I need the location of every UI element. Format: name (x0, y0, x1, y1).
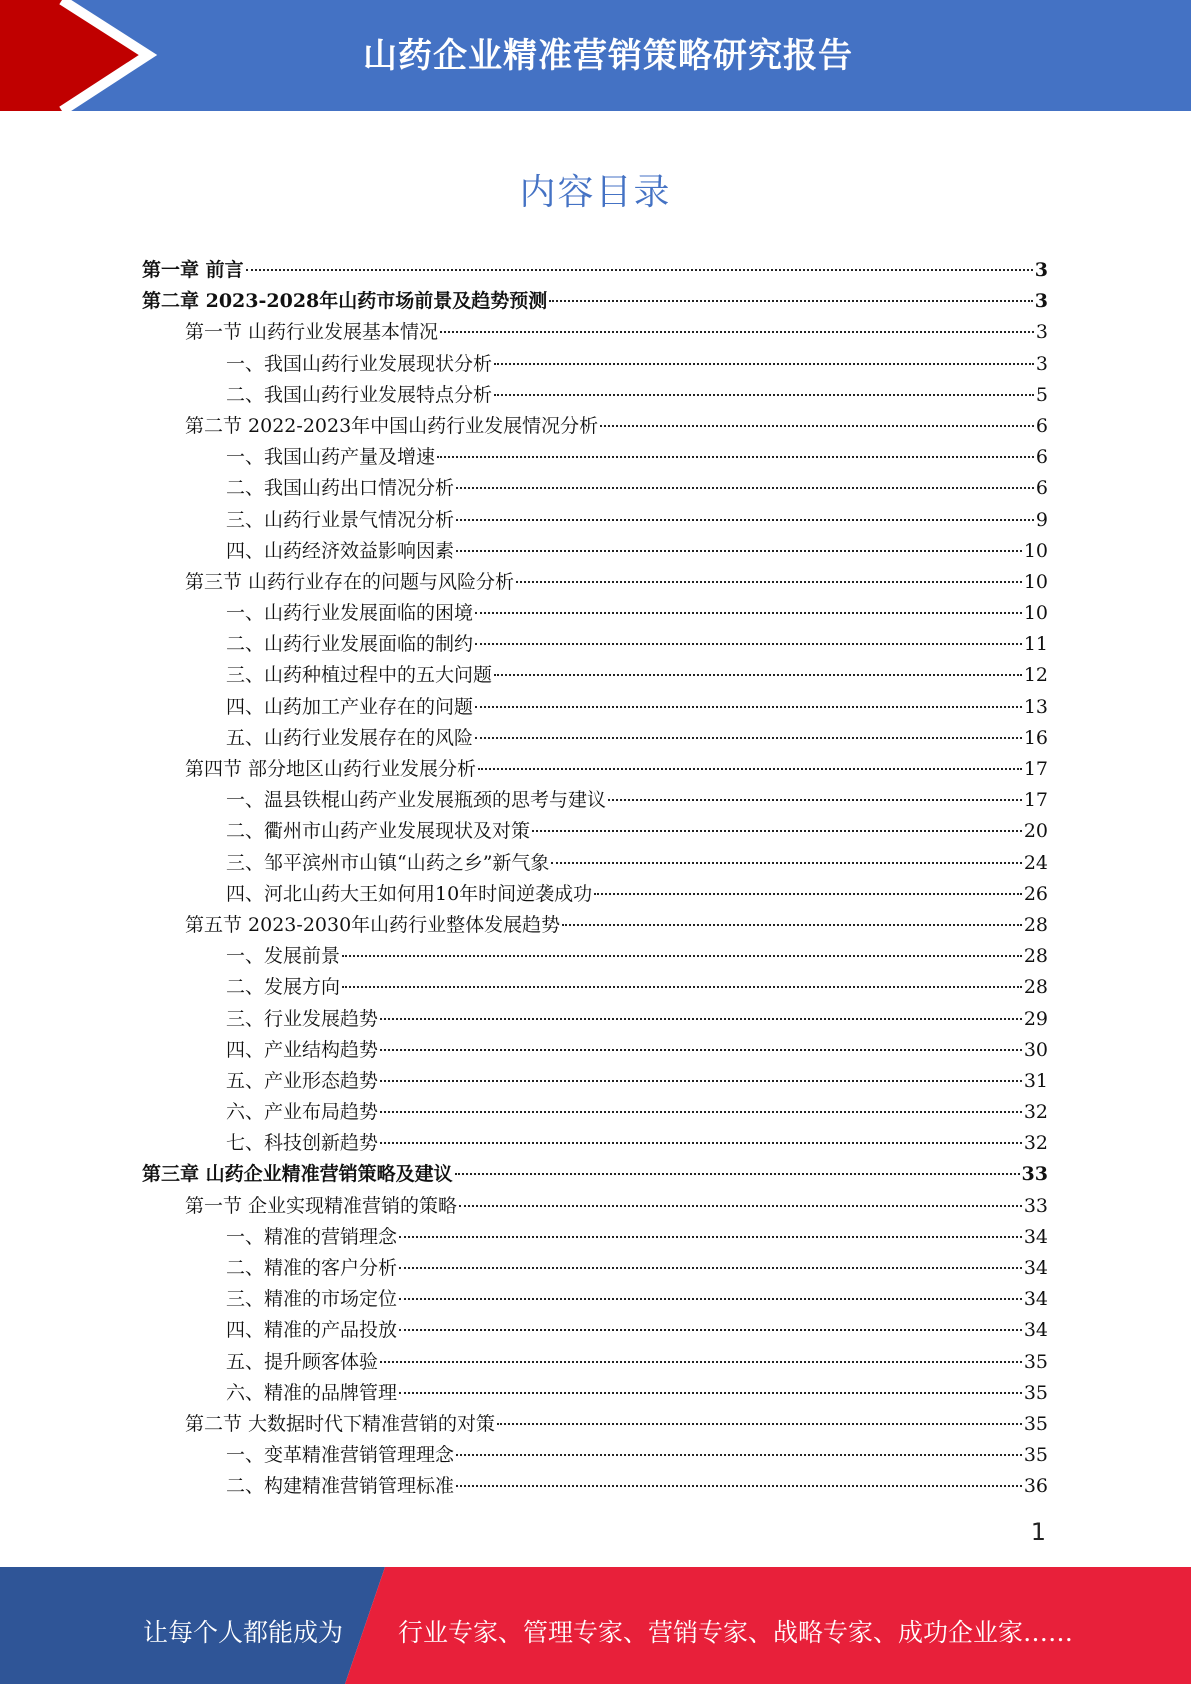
footer-slogan-left: 让每个人都能成为 (143, 1618, 344, 1647)
toc-dot-leader (380, 1142, 1022, 1144)
toc-entry-page: 32 (1023, 1101, 1048, 1124)
toc-entry-page: 3 (1035, 321, 1048, 344)
toc-entry-page: 30 (1023, 1038, 1048, 1061)
toc-dot-leader (494, 674, 1022, 676)
toc-dot-leader (246, 269, 1033, 271)
toc-entry-label: 第三章 山药企业精准营销策略及建议 (142, 1163, 453, 1186)
toc-entry[interactable] (142, 286, 1048, 317)
toc-entry-page: 24 (1023, 851, 1048, 874)
toc-entry-page: 28 (1023, 913, 1048, 936)
toc-entry[interactable] (142, 785, 1048, 816)
toc-entry-label: 四、精准的产品投放 (226, 1319, 398, 1342)
toc-entry-label: 第一节 企业实现精准营销的策略 (185, 1194, 458, 1217)
toc-dot-leader (549, 300, 1033, 302)
toc-entry[interactable] (142, 910, 1048, 941)
toc-entry-label: 六、精准的品牌管理 (226, 1381, 398, 1404)
toc-dot-leader (497, 1423, 1022, 1425)
toc-dot-leader (440, 331, 1034, 333)
toc-entry-label: 一、发展前景 (226, 945, 341, 968)
toc-entry-label: 二、构建精准营销管理标准 (226, 1475, 455, 1498)
toc-entry-label: 第二章 2023-2028年山药市场前景及趋势预测 (142, 290, 548, 313)
toc-entry-label: 一、山药行业发展面临的困境 (226, 602, 474, 625)
toc-entry-page: 17 (1023, 789, 1048, 812)
toc-dot-leader (456, 550, 1022, 552)
toc-dot-leader (551, 862, 1021, 864)
toc-entry-page: 31 (1023, 1069, 1048, 1092)
toc-entry-page: 35 (1023, 1444, 1048, 1467)
toc-entry-page: 16 (1023, 726, 1048, 749)
toc-entry[interactable] (142, 848, 1048, 879)
toc-entry[interactable] (142, 317, 1048, 348)
toc-entry[interactable] (142, 1315, 1048, 1346)
toc-dot-leader (380, 1018, 1022, 1020)
toc-entry-label: 一、温县铁棍山药产业发展瓶颈的思考与建议 (226, 789, 607, 812)
toc-dot-leader (380, 1361, 1022, 1363)
toc-heading: 内容目录 (519, 172, 672, 213)
toc-dot-leader (475, 643, 1022, 645)
toc-entry-page: 28 (1023, 976, 1048, 999)
toc-entry-page: 17 (1023, 758, 1048, 780)
toc-entry-label: 四、产业结构趋势 (226, 1038, 379, 1061)
toc-entry-page: 28 (1023, 945, 1048, 968)
toc-entry[interactable] (142, 941, 1048, 972)
toc-entry-label: 二、衢州市山药产业发展现状及对策 (226, 820, 531, 843)
toc-entry-page: 35 (1023, 1381, 1048, 1404)
toc-entry[interactable] (142, 1378, 1048, 1409)
toc-entry[interactable] (142, 1128, 1048, 1159)
toc-entry-label: 一、我国山药行业发展现状分析 (226, 352, 493, 375)
toc-entry-label: 第四节 部分地区山药行业发展分析 (185, 758, 477, 780)
toc-entry-page: 34 (1023, 1225, 1048, 1248)
toc-entry-label: 三、行业发展趋势 (226, 1007, 379, 1030)
toc-dot-leader (459, 1205, 1022, 1207)
toc-entry-page: 34 (1023, 1319, 1048, 1342)
toc-entry-label: 三、山药行业景气情况分析 (226, 508, 455, 531)
toc-entry[interactable] (142, 1440, 1048, 1471)
toc-entry-page: 12 (1023, 664, 1048, 687)
toc-entry-label: 五、山药行业发展存在的风险 (226, 726, 474, 749)
footer-banner (0, 1567, 1191, 1684)
toc-entry-page: 6 (1035, 446, 1048, 469)
toc-dot-leader (437, 456, 1034, 458)
report-title: 山药企业精准营销策略研究报告 (363, 36, 853, 76)
toc-entry-page: 29 (1023, 1007, 1048, 1030)
toc-dot-leader (475, 737, 1022, 739)
toc-entry-label: 六、产业布局趋势 (226, 1101, 379, 1124)
toc-entry-page: 6 (1035, 414, 1048, 437)
toc-dot-leader (380, 1080, 1022, 1082)
toc-entry[interactable] (142, 1004, 1048, 1035)
toc-dot-leader (456, 519, 1034, 521)
toc-dot-leader (478, 768, 1022, 770)
toc-entry-page: 9 (1035, 508, 1048, 531)
toc-entry-page: 10 (1023, 602, 1048, 625)
toc-entry-page: 20 (1023, 820, 1048, 843)
toc-entry-label: 四、山药经济效益影响因素 (226, 539, 455, 562)
toc-entry[interactable] (142, 1471, 1048, 1502)
toc-entry-label: 第五节 2023-2030年山药行业整体发展趋势 (185, 913, 561, 936)
toc-entry-label: 四、河北山药大王如何用10年时间逆袭成功 (226, 882, 593, 905)
toc-entry[interactable] (142, 1347, 1048, 1378)
toc-entry-label: 三、山药种植过程中的五大问题 (226, 664, 493, 687)
toc-entry[interactable] (142, 660, 1048, 691)
toc-entry[interactable] (142, 692, 1048, 723)
toc-entry[interactable] (142, 1253, 1048, 1284)
toc-entry[interactable] (142, 879, 1048, 910)
toc-entry-label: 一、精准的营销理念 (226, 1225, 398, 1248)
toc-entry-page: 35 (1023, 1412, 1048, 1435)
toc-entry-label: 第三节 山药行业存在的问题与风险分析 (185, 570, 515, 593)
toc-entry[interactable] (142, 567, 1048, 598)
toc-dot-leader (475, 612, 1022, 614)
toc-entry-label: 七、科技创新趋势 (226, 1132, 379, 1155)
toc-entry-page: 26 (1023, 882, 1048, 905)
toc-entry-page: 33 (1021, 1163, 1048, 1186)
toc-entry-label: 四、山药加工产业存在的问题 (226, 695, 474, 718)
toc-dot-leader (399, 1392, 1022, 1394)
toc-dot-leader (399, 1236, 1022, 1238)
toc-dot-leader (456, 1454, 1022, 1456)
toc-entry[interactable] (142, 754, 1048, 785)
toc-entry[interactable] (142, 1222, 1048, 1253)
toc-entry-label: 三、精准的市场定位 (226, 1288, 398, 1311)
toc-entry-page: 35 (1023, 1350, 1048, 1373)
toc-entry-label: 一、我国山药产量及增速 (226, 446, 436, 469)
toc-entry-page: 34 (1023, 1257, 1048, 1279)
toc-entry-page: 3 (1035, 352, 1048, 375)
table-of-contents (142, 255, 1048, 1503)
toc-entry-page: 10 (1023, 570, 1048, 593)
toc-dot-leader (455, 1173, 1020, 1175)
page-number: 1 (1030, 1518, 1046, 1546)
toc-entry[interactable] (142, 1035, 1048, 1066)
toc-entry-label: 三、邹平滨州市山镇“山药之乡”新气象 (226, 851, 550, 874)
toc-entry-label: 一、变革精准营销管理理念 (226, 1444, 455, 1467)
toc-entry-label: 五、提升顾客体验 (226, 1350, 379, 1373)
toc-dot-leader (532, 830, 1022, 832)
toc-entry-label: 第二节 2022-2023年中国山药行业发展情况分析 (185, 414, 599, 437)
toc-entry-page: 36 (1023, 1475, 1048, 1498)
toc-entry-page: 13 (1023, 695, 1048, 718)
toc-dot-leader (399, 1329, 1022, 1331)
toc-dot-leader (475, 706, 1022, 708)
toc-entry-label: 二、我国山药行业发展特点分析 (226, 383, 493, 406)
toc-entry-page: 34 (1023, 1288, 1048, 1311)
toc-entry-label: 二、精准的客户分析 (226, 1257, 398, 1279)
toc-entry[interactable] (142, 349, 1048, 380)
toc-dot-leader (342, 986, 1022, 988)
toc-entry-page: 32 (1023, 1132, 1048, 1155)
toc-dot-leader (494, 394, 1034, 396)
toc-entry[interactable] (142, 1409, 1048, 1440)
toc-entry-page: 33 (1023, 1194, 1048, 1217)
toc-dot-leader (342, 955, 1022, 957)
toc-entry[interactable] (142, 1284, 1048, 1315)
toc-entry[interactable] (142, 1066, 1048, 1097)
toc-entry[interactable] (142, 473, 1048, 504)
toc-dot-leader (594, 893, 1022, 895)
toc-dot-leader (600, 425, 1034, 427)
toc-entry-page: 10 (1023, 539, 1048, 562)
toc-entry-label: 二、发展方向 (226, 976, 341, 999)
toc-entry-page: 5 (1035, 383, 1048, 406)
toc-dot-leader (380, 1111, 1022, 1113)
toc-entry-page: 3 (1034, 259, 1048, 281)
toc-entry[interactable] (142, 598, 1048, 629)
toc-entry-label: 五、产业形态趋势 (226, 1069, 379, 1092)
toc-entry-page: 11 (1023, 633, 1048, 656)
toc-entry-label: 二、山药行业发展面临的制约 (226, 633, 474, 656)
toc-entry[interactable] (142, 411, 1048, 442)
toc-entry[interactable] (142, 972, 1048, 1003)
toc-entry[interactable] (142, 442, 1048, 473)
toc-dot-leader (380, 1049, 1022, 1051)
toc-entry[interactable] (142, 255, 1048, 286)
header-banner (0, 0, 1191, 111)
toc-entry-label: 第二节 大数据时代下精准营销的对策 (185, 1412, 496, 1435)
toc-entry[interactable] (142, 1191, 1048, 1222)
toc-entry[interactable] (142, 629, 1048, 660)
toc-entry-label: 第一章 前言 (142, 259, 244, 281)
toc-dot-leader (516, 581, 1022, 583)
footer-slogan-right: 行业专家、管理专家、营销专家、战略专家、成功企业家…… (398, 1618, 1074, 1647)
toc-dot-leader (456, 1485, 1022, 1487)
toc-entry-page: 6 (1035, 477, 1048, 500)
toc-entry[interactable] (142, 536, 1048, 567)
toc-entry[interactable] (142, 380, 1048, 411)
toc-dot-leader (399, 1298, 1022, 1300)
toc-entry-label: 第一节 山药行业发展基本情况 (185, 321, 439, 344)
toc-entry-label: 二、我国山药出口情况分析 (226, 477, 455, 500)
toc-entry-page: 3 (1034, 290, 1048, 313)
toc-dot-leader (456, 487, 1034, 489)
toc-dot-leader (494, 363, 1034, 365)
toc-dot-leader (399, 1267, 1022, 1269)
toc-entry[interactable] (142, 723, 1048, 754)
toc-entry[interactable] (142, 1097, 1048, 1128)
toc-entry[interactable] (142, 1159, 1048, 1190)
toc-entry[interactable] (142, 505, 1048, 536)
toc-entry[interactable] (142, 816, 1048, 847)
toc-dot-leader (608, 799, 1022, 801)
toc-dot-leader (562, 924, 1022, 926)
